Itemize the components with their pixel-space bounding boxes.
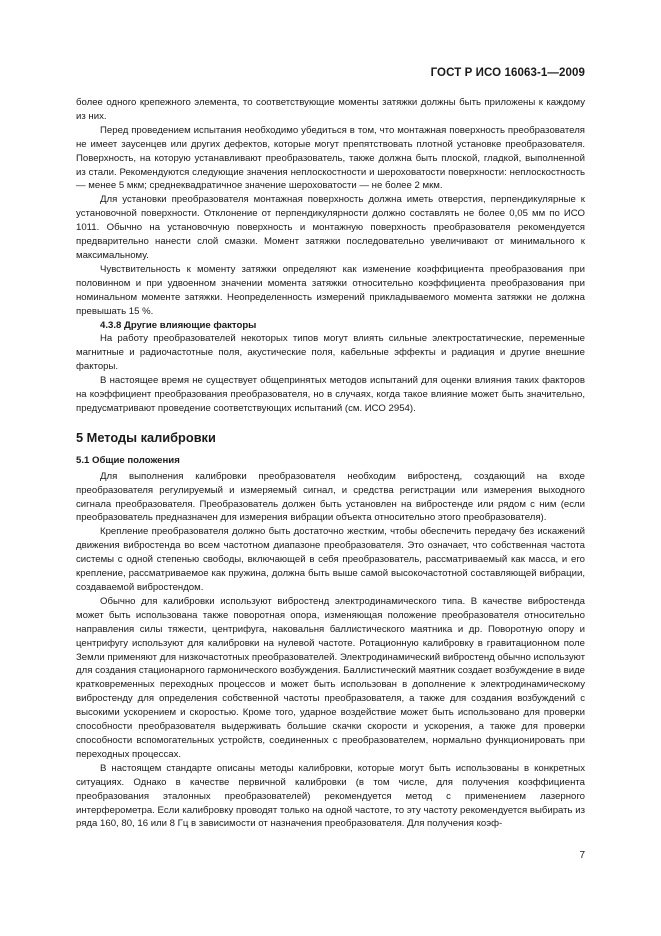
paragraph: Чувствительность к моменту затяжки определяют как изменение коэффициента преобразования при половинном и при удвоенном значении момента затяжки относительно коэффициента преобразования при номинальном моменте затяжки. Неопределенность измерений прикладываемого момента затяжки не должна превышать 15 %. (76, 263, 585, 317)
page-number: 7 (579, 850, 585, 861)
page-body (76, 96, 585, 831)
paragraph: В настоящее время не существует общепринятых методов испытаний для оценки влияния таких факторов на коэффициент преобразования преобразователя, но в случаях, когда такое влияние может быть значительно, предусматривают проведение соответствующих испытаний (см. ИСО 2954). (76, 375, 585, 414)
paragraph: Крепление преобразователя должно быть достаточно жестким, чтобы обеспечить передачу без искажений движения вибростенда во всем частотном диапазоне преобразователя. Это означает, что собственная частота системы с одной степенью свободы, включающей в себя преобразователь, рассматриваемый как масса, и его крепление, рассматриваемое как пружина, должна быть выше самой высокочастотной составляющей вибрации, создаваемой вибростендом. (76, 526, 585, 593)
paragraph: Обычно для калибровки используют вибростенд электродинамического типа. В качестве вибростенда может быть использована также поворотная опора, изменяющая положение преобразователя относительно направления силы тяжести, центрифуга, наковальня баллистического маятника и др. Поворотную опору и центрифугу используют для калибровки на нулевой частоте. Ротационную калибровку в гравитационном поле Земли применяют для низкочастотных преобразователей. Электродинамический вибростенд обычно используют для создания стационарного гармонического возбуждения. Баллистический маятник создает возбуждение в виде кратковременных переходных процессов и может быть использован в дополнение к электродинамическому вибростенду для определения собственной частоты преобразователя, а также для создания возбуждений с высокими ускорением и скоростью. Кроме того, ударное воздействие может быть использовано для проверки способности преобразователя выдерживать большие скачки скорости и ускорения, а также для проверки способности вспомогательных устройств, соединенных с преобразователем, нормально функционировать при переходных процессах. (76, 595, 585, 760)
subsection-heading-4-3-8: 4.3.8 Другие влияющие факторы (100, 319, 257, 331)
section-heading-5: 5 Методы калибровки (76, 429, 216, 445)
paragraph: На работу преобразователей некоторых типов могут влиять сильные электростатические, переменные магнитные и радиочастотные поля, акустические поля, кабельные эффекты и радиация и другие внешние факторы. (76, 333, 585, 373)
standard-identifier: ГОСТ Р ИСО 16063-1—2009 (430, 67, 585, 79)
paragraph: Для выполнения калибровки преобразователя необходим вибростенд, создающий на входе преобразователя регулируемый и измеряемый сигнал, и средства регистрации или измерения выходного сигнала преобразователя. Преобразователь должен быть установлен на вибростенде или рядом с ним (если преобразователь предназначен для измерения вибрации объекта относительно этого преобразователя). (76, 470, 585, 524)
paragraph: Перед проведением испытания необходимо убедиться в том, что монтажная поверхность преобразователя не имеет заусенцев или других дефектов, которые могут препятствовать плотной установке преобразователя. Поверхность, на которую устанавливают преобразователь, также должна быть плоской, гладкой, выполненной из стали. Рекомендуются следующие значения неплоскостности и шероховатости поверхности: неплоскостность — менее 5 мкм; среднеквадратичное значение шероховатости — не более 2 мкм. (76, 124, 585, 192)
subsection-heading-5-1: 5.1 Общие положения (76, 454, 180, 466)
paragraph: В настоящем стандарте описаны методы калибровки, которые могут быть использованы в конкретных ситуациях. Однако в качестве первичной калибровки (в том числе, для получения коэффициента преобразования эталонных преобразователей) рекомендуется метод с применением лазерного интерферометра. Если калибровку проводят только на одной частоте, то эту частоту рекомендуется выбирать из ряда 160, 80, 16 или 8 Гц в зависимости от назначения преобразователя. Для получения коэф- (76, 762, 585, 830)
paragraph: более одного крепежного элемента, то соответствующие моменты затяжки должны быть приложены к каждому из них. (76, 97, 585, 122)
paragraph: Для установки преобразователя монтажная поверхность должна иметь отверстия, перпендикулярные к установочной поверхности. Отклонение от перпендикулярности должно составлять не более 0,05 мм по ИСО 1011. Обычно на установочную поверхность и монтажную поверхность преобразователя рекомендуется предварительно нанести слой смазки. Момент затяжки последовательно увеличивают от минимального к максимальному. (76, 194, 585, 261)
